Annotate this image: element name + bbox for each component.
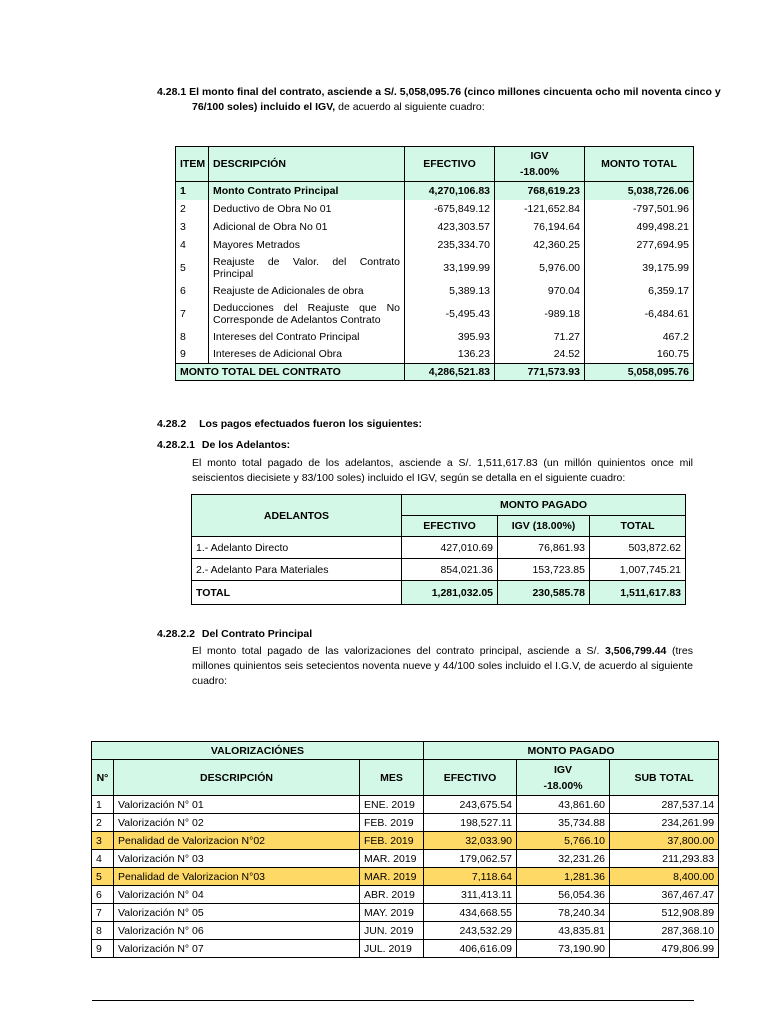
- table1-footer-label: MONTO TOTAL DEL CONTRATO: [176, 364, 405, 381]
- table1-cell-desc: Deductivo de Obra No 01: [209, 200, 405, 218]
- table3-cell-subtotal: 512,908.89: [610, 904, 719, 922]
- table3-header-efectivo: EFECTIVO: [424, 760, 517, 796]
- table3-cell-subtotal: 287,537.14: [610, 796, 719, 814]
- table2-cell-total: 1,007,745.21: [590, 559, 686, 581]
- table3-cell-igv: 35,734.88: [517, 814, 610, 832]
- table3-cell-subtotal: 211,293.83: [610, 850, 719, 868]
- section-42821-title: De los Adelantos:: [201, 439, 291, 451]
- table1-row: [176, 282, 694, 300]
- table1-cell-efectivo: 423,303.57: [405, 218, 495, 236]
- table1-footer-row: [176, 364, 694, 381]
- table1-row: [176, 236, 694, 254]
- table1-cell-efectivo: 136.23: [405, 346, 495, 364]
- table3-row: [92, 814, 719, 832]
- table3-row: [92, 922, 719, 940]
- table3-cell-igv: 32,231.26: [517, 850, 610, 868]
- section-42821-paragraph: El monto total pagado de los adelantos, asciende a S/. 1,511,617.83 (un millón quinientos once mil seiscientos diecisiete y 83/100 soles) incluido el IGV, según se detalla en el siguiente cuadro:: [192, 457, 693, 484]
- table1-cell-desc: Mayores Metrados: [209, 236, 405, 254]
- section-42822-para-amount: 3,506,799.44: [605, 645, 667, 657]
- section-42822-para-b: (tres millones quinientos seis setecientos noventa nueve y 44/100 soles incluido el I.G.V, de acuerdo al siguiente cuadro:: [192, 645, 693, 687]
- table3-cell-desc: Valorización N° 04: [114, 886, 360, 904]
- table1-cell-efectivo: 4,270,106.83: [405, 182, 495, 200]
- table3-cell-efectivo: 7,118.64: [424, 868, 517, 886]
- table2-footer-row: [192, 581, 686, 605]
- table2-header-igv: IGV (18.00%): [498, 516, 590, 537]
- table3-body: [92, 796, 719, 958]
- table3-header-n: N°: [92, 760, 114, 796]
- table3-header-desc: DESCRIPCIÓN: [114, 760, 360, 796]
- table3-cell-subtotal: 367,467.47: [610, 886, 719, 904]
- table1-cell-desc: Intereses del Contrato Principal: [209, 328, 405, 346]
- table2-header-adelantos: ADELANTOS: [192, 495, 402, 537]
- table1-cell-item: 9: [176, 346, 209, 364]
- table3-header-igv: [517, 760, 610, 796]
- table1-cell-igv: 970.04: [495, 282, 585, 300]
- table3-cell-igv: 56,054.36: [517, 886, 610, 904]
- table2-row: [192, 559, 686, 581]
- table1-row: [176, 182, 694, 200]
- table2-footer-total: 1,511,617.83: [590, 581, 686, 605]
- table3-cell-efectivo: 406,616.09: [424, 940, 517, 958]
- table3-cell-efectivo: 243,675.54: [424, 796, 517, 814]
- table1-cell-desc: Adicional de Obra No 01: [209, 218, 405, 236]
- table1-row: [176, 328, 694, 346]
- table1-header-igv-l2: -18.00%: [519, 166, 560, 178]
- table3-cell-mes: FEB. 2019: [360, 814, 424, 832]
- table1-cell-total: 499,498.21: [585, 218, 694, 236]
- table1-cell-efectivo: -675,849.12: [405, 200, 495, 218]
- table1-cell-total: 39,175.99: [585, 254, 694, 282]
- table2-footer-efectivo: 1,281,032.05: [402, 581, 498, 605]
- table3-cell-n: 3: [92, 832, 114, 850]
- table3-cell-n: 2: [92, 814, 114, 832]
- table2-header-total: TOTAL: [590, 516, 686, 537]
- table1-cell-igv: 76,194.64: [495, 218, 585, 236]
- table1-row: [176, 218, 694, 236]
- table2-cell-efectivo: 854,021.36: [402, 559, 498, 581]
- table3-header-igv-l1: IGV: [553, 763, 573, 776]
- table3-cell-igv: 43,835.81: [517, 922, 610, 940]
- table3-cell-mes: MAR. 2019: [360, 868, 424, 886]
- table3-header-monto: MONTO PAGADO: [424, 742, 719, 760]
- table1-cell-total: 277,694.95: [585, 236, 694, 254]
- table3-cell-subtotal: 287,368.10: [610, 922, 719, 940]
- table1-header-igv-l1: IGV: [530, 150, 549, 162]
- table3-cell-n: 9: [92, 940, 114, 958]
- table3-cell-desc: Valorización N° 07: [114, 940, 360, 958]
- table1-footer-total: 5,058,095.76: [585, 364, 694, 381]
- table2-body: [192, 537, 686, 581]
- table1-header-item: ITEM: [176, 147, 209, 182]
- table3-cell-mes: MAY. 2019: [360, 904, 424, 922]
- table3-cell-mes: ABR. 2019: [360, 886, 424, 904]
- table1-cell-total: -6,484.61: [585, 300, 694, 328]
- section-42822-num: 4.28.2.2: [157, 628, 195, 640]
- table1-header-desc: DESCRIPCIÓN: [209, 147, 405, 182]
- section-42821: [157, 439, 290, 451]
- table3-cell-n: 1: [92, 796, 114, 814]
- table3-cell-desc: Valorización N° 06: [114, 922, 360, 940]
- table2-cell-total: 503,872.62: [590, 537, 686, 559]
- section-4282-num: 4.28.2: [157, 418, 187, 430]
- table1-cell-total: 6,359.17: [585, 282, 694, 300]
- table2-cell-desc: 2.- Adelanto Para Materiales: [192, 559, 402, 581]
- table3-header-valorizaciones: VALORIZACIÓNES: [92, 742, 424, 760]
- table2-header-row1: [192, 495, 686, 516]
- table1-cell-total: -797,501.96: [585, 200, 694, 218]
- valuations-table: [91, 741, 719, 958]
- table3-row: [92, 868, 719, 886]
- table3-header-row1: [92, 742, 719, 760]
- table3-cell-subtotal: 8,400.00: [610, 868, 719, 886]
- table3-header-igv-l2: -18.00%: [543, 779, 583, 792]
- table1-cell-total: 160.75: [585, 346, 694, 364]
- table3-cell-subtotal: 479,806.99: [610, 940, 719, 958]
- table3-row: [92, 940, 719, 958]
- table3-row: [92, 904, 719, 922]
- table3-cell-mes: MAR. 2019: [360, 850, 424, 868]
- table3-cell-igv: 43,861.60: [517, 796, 610, 814]
- table3-row: [92, 832, 719, 850]
- table3-cell-desc: Valorización N° 03: [114, 850, 360, 868]
- section-4281-line1: 4.28.1 El monto final del contrato, asciende a S/. 5,058,095.76 (cinco millones cincuenta ocho mil noventa cinco y: [157, 86, 721, 98]
- table3-row: [92, 796, 719, 814]
- table1-row: [176, 346, 694, 364]
- table3-cell-efectivo: 311,413.11: [424, 886, 517, 904]
- table1-cell-item: 1: [176, 182, 209, 200]
- table1-cell-desc: Monto Contrato Principal: [209, 182, 405, 200]
- table3-row: [92, 886, 719, 904]
- table3-cell-n: 8: [92, 922, 114, 940]
- table3-cell-efectivo: 179,062.57: [424, 850, 517, 868]
- table3-cell-n: 6: [92, 886, 114, 904]
- table2-footer-igv: 230,585.78: [498, 581, 590, 605]
- table2-cell-desc: 1.- Adelanto Directo: [192, 537, 402, 559]
- table1-body: [176, 182, 694, 364]
- table3-cell-n: 4: [92, 850, 114, 868]
- table1-cell-item: 3: [176, 218, 209, 236]
- table3-cell-efectivo: 243,532.29: [424, 922, 517, 940]
- table3-cell-mes: FEB. 2019: [360, 832, 424, 850]
- table3-cell-igv: 5,766.10: [517, 832, 610, 850]
- table3-cell-subtotal: 37,800.00: [610, 832, 719, 850]
- table3-cell-desc: Valorización N° 01: [114, 796, 360, 814]
- table1-cell-item: 8: [176, 328, 209, 346]
- table1-cell-total: 5,038,726.06: [585, 182, 694, 200]
- table2-cell-igv: 153,723.85: [498, 559, 590, 581]
- table2-footer-label: TOTAL: [192, 581, 402, 605]
- section-42822: [157, 628, 312, 640]
- table1-cell-igv: 24.52: [495, 346, 585, 364]
- table1-cell-igv: 768,619.23: [495, 182, 585, 200]
- table3-cell-mes: JUN. 2019: [360, 922, 424, 940]
- table3-cell-igv: 78,240.34: [517, 904, 610, 922]
- table1-cell-igv: -121,652.84: [495, 200, 585, 218]
- table2-header-monto: MONTO PAGADO: [402, 495, 686, 516]
- table3-cell-mes: JUL. 2019: [360, 940, 424, 958]
- table3-cell-desc: Penalidad de Valorizacion N°02: [114, 832, 360, 850]
- table3-header-row2: [92, 760, 719, 796]
- table3-cell-n: 7: [92, 904, 114, 922]
- table3-cell-n: 5: [92, 868, 114, 886]
- table2-header-efectivo: EFECTIVO: [402, 516, 498, 537]
- table1-cell-efectivo: 235,334.70: [405, 236, 495, 254]
- table3-cell-efectivo: 32,033.90: [424, 832, 517, 850]
- table1-header-row: [176, 147, 694, 182]
- advances-table: [191, 494, 686, 605]
- table3-cell-efectivo: 198,527.11: [424, 814, 517, 832]
- table2-cell-efectivo: 427,010.69: [402, 537, 498, 559]
- table3-cell-igv: 1,281.36: [517, 868, 610, 886]
- table1-header-total: MONTO TOTAL: [585, 147, 694, 182]
- table1-cell-total: 467.2: [585, 328, 694, 346]
- footer-divider: [92, 1000, 694, 1001]
- section-4282: [157, 418, 422, 430]
- table1-header-igv: [495, 147, 585, 182]
- table1-cell-item: 4: [176, 236, 209, 254]
- table1-cell-desc: Reajuste de Adicionales de obra: [209, 282, 405, 300]
- table1-cell-igv: 71.27: [495, 328, 585, 346]
- table3-row: [92, 850, 719, 868]
- table3-header-subtotal: SUB TOTAL: [610, 760, 719, 796]
- section-42821-num: 4.28.2.1: [157, 439, 195, 451]
- table1-cell-desc: Deducciones del Reajuste que No Corresponde de Adelantos Contrato: [209, 300, 405, 328]
- table1-cell-igv: 5,976.00: [495, 254, 585, 282]
- table1-cell-item: 2: [176, 200, 209, 218]
- table2-row: [192, 537, 686, 559]
- table3-cell-mes: ENE. 2019: [360, 796, 424, 814]
- table3-cell-subtotal: 234,261.99: [610, 814, 719, 832]
- table1-row: [176, 200, 694, 218]
- table1-cell-item: 7: [176, 300, 209, 328]
- table3-cell-desc: Valorización N° 02: [114, 814, 360, 832]
- table3-header-mes: MES: [360, 760, 424, 796]
- contract-total-table: [175, 146, 694, 381]
- section-4281-line2-bold: 76/100 soles) incluido el IGV,: [192, 101, 336, 113]
- table1-cell-desc: Reajuste de Valor. del Contrato Principal: [209, 254, 405, 282]
- table1-row: [176, 254, 694, 282]
- table1-cell-item: 6: [176, 282, 209, 300]
- table1-header-efectivo: EFECTIVO: [405, 147, 495, 182]
- table1-cell-igv: 42,360.25: [495, 236, 585, 254]
- table3-cell-desc: Penalidad de Valorizacion N°03: [114, 868, 360, 886]
- table1-cell-desc: Intereses de Adicional Obra: [209, 346, 405, 364]
- table3-cell-efectivo: 434,668.55: [424, 904, 517, 922]
- section-4281-line2-normal: de acuerdo al siguiente cuadro:: [335, 101, 485, 113]
- table1-footer-igv: 771,573.93: [495, 364, 585, 381]
- table1-cell-igv: -989.18: [495, 300, 585, 328]
- section-42822-title: Del Contrato Principal: [201, 628, 313, 640]
- section-42822-para-a: El monto total pagado de las valorizaciones del contrato principal, asciende a S/.: [192, 645, 606, 657]
- table1-cell-efectivo: 5,389.13: [405, 282, 495, 300]
- table1-cell-item: 5: [176, 254, 209, 282]
- table2-cell-igv: 76,861.93: [498, 537, 590, 559]
- table1-row: [176, 300, 694, 328]
- section-4281-line2: [192, 101, 485, 113]
- table3-cell-desc: Valorización N° 05: [114, 904, 360, 922]
- table1-cell-efectivo: 33,199.99: [405, 254, 495, 282]
- table1-cell-efectivo: -5,495.43: [405, 300, 495, 328]
- table3-cell-igv: 73,190.90: [517, 940, 610, 958]
- table1-footer-efectivo: 4,286,521.83: [405, 364, 495, 381]
- section-4282-title: Los pagos efectuados fueron los siguientes:: [199, 418, 422, 430]
- table1-cell-efectivo: 395.93: [405, 328, 495, 346]
- section-42822-paragraph: [192, 644, 693, 689]
